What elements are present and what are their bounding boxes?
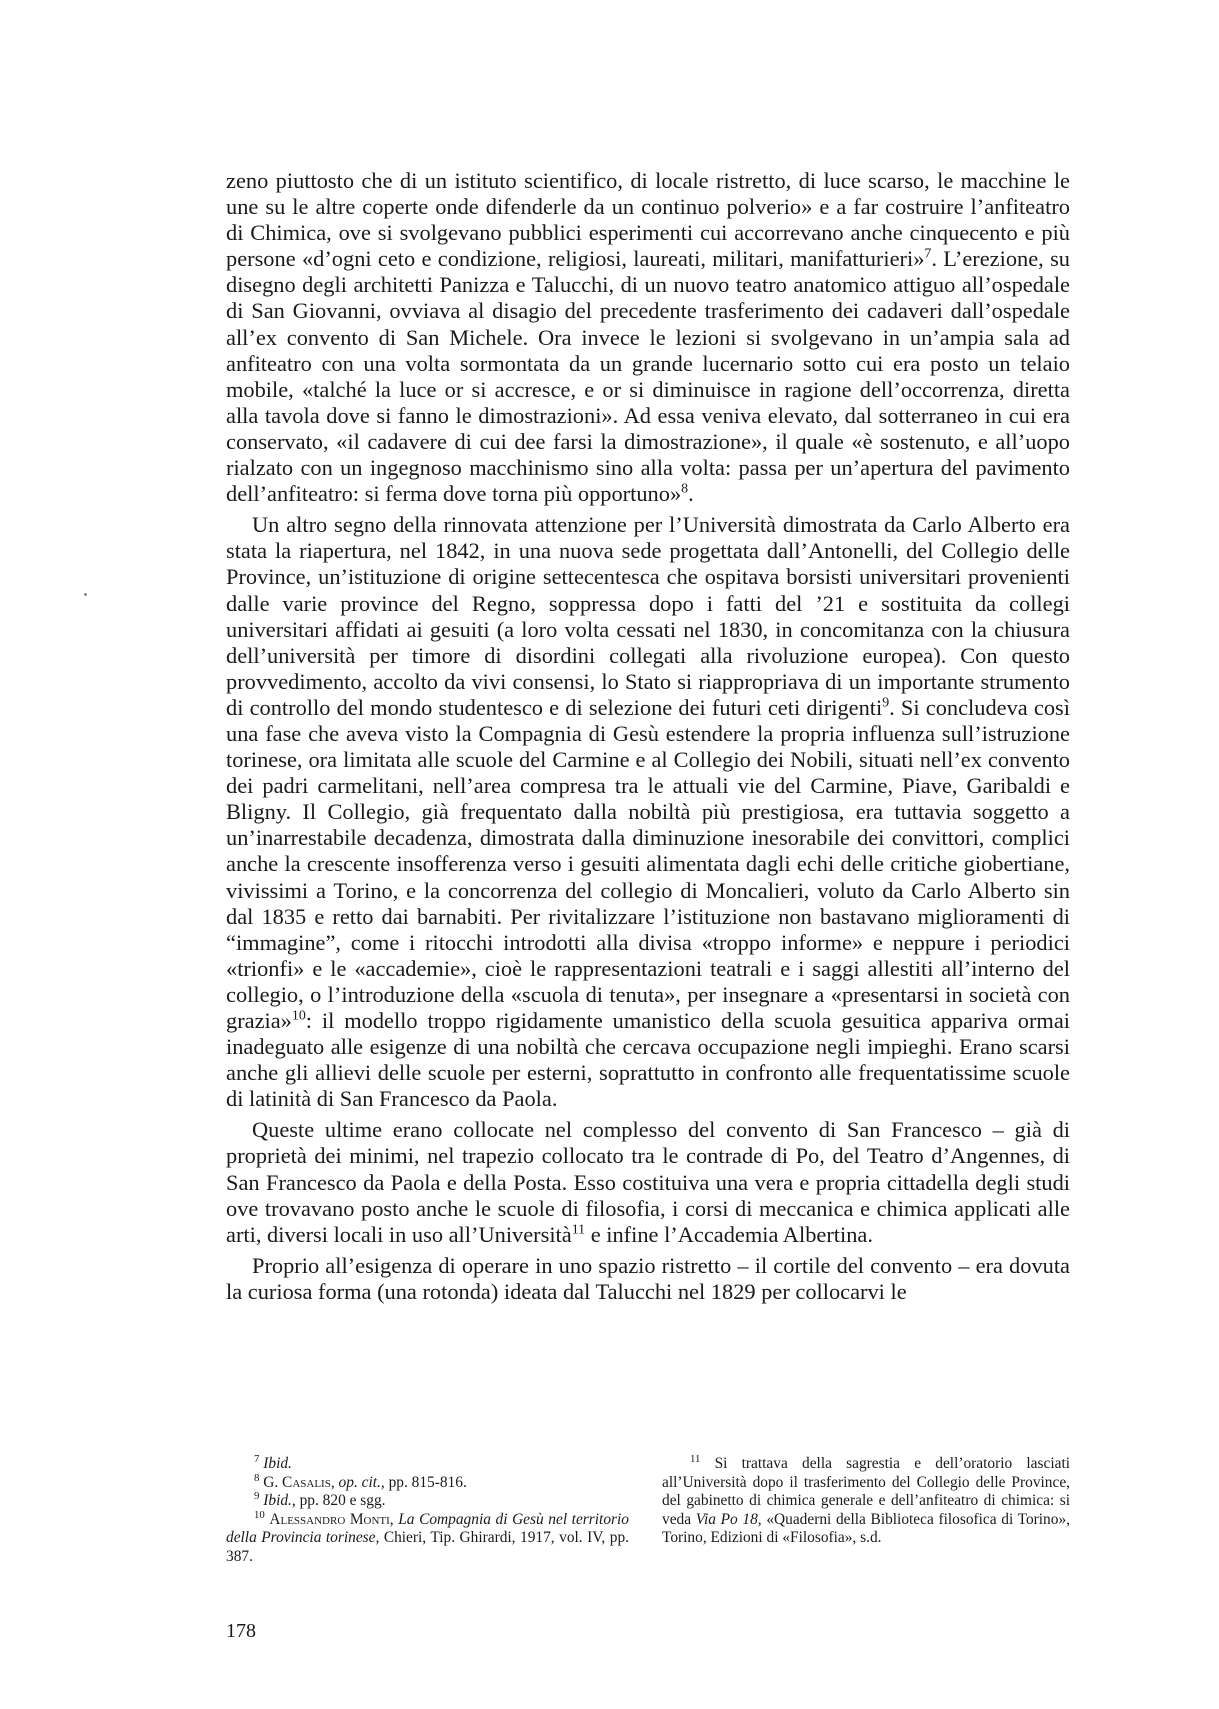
footnote-8: $^8$ G. Casalis, op. cit., pp. 815-816. [254, 1471, 467, 1491]
footnotes [226, 1452, 1070, 1567]
footnote-10: $^{10}$ Alessandro Monti, La Compagnia di Gesù nel territorio della Provincia torinese, Chieri, Tip. Ghirardi, 1917, vol. IV, pp. 387. [226, 1508, 629, 1565]
footnotes-left-column [226, 1452, 629, 1567]
paragraph-3: Queste ultime erano collocate nel complesso del convento di San Francesco – già di proprietà dei minimi, nel trapezio collocato tra le contrade di Po, del Teatro d’Angennes, di San Francesco da Paola e della Posta. Esso costituiva una vera e propria cittadella degli studi ove trovavano posto anche le scuole di filosofia, i corsi di meccanica e chimica applicati alle arti, diversi locali in uso all’Università$^{11}$ e infine l’Accademia Albertina. [226, 1117, 1070, 1247]
footnote-11: $^{11}$ Si trattava della sagrestia e dell’oratorio lasciati all’Università dopo il trasferimento del Collegio delle Province, del gabinetto di chimica generale e dell’anfiteatro di chimica: si veda Via Po 18, «Quaderni della Biblioteca filosofica di Torino», Torino, Edizioni di «Filosofia», s.d. [662, 1452, 1070, 1547]
footnote-ref-10: 10 [291, 1008, 306, 1024]
footnotes-right-column [662, 1452, 1070, 1567]
footnote-9: $^9$ Ibid., pp. 820 e sgg. [254, 1490, 386, 1510]
scan-speck [84, 593, 87, 596]
footnote-ref-9: 9 [882, 695, 890, 711]
footnote-ref-7: 7 [924, 246, 932, 262]
page-number: 178 [226, 1620, 256, 1642]
body-text [226, 168, 1070, 1305]
paragraph-2: Un altro segno della rinnovata attenzione per l’Università dimostrata da Carlo Alberto era stata la riapertura, nel 1842, in una nuova sede progettata dall’Antonelli, del Collegio delle Province, un’istituzione di origine settecentesca che ospitava borsisti universitari provenienti dalle varie province del Regno, soppressa dopo i fatti del ’21 e sostituita da collegi universitari affidati ai gesuiti (a loro volta cessati nel 1830, in concomitanza con la chiusura dell’università per timore di disordini collegati alla rivoluzione europea). Con questo provvedimento, accolto da vivi consensi, lo Stato si riappropriava di un importante strumento di controllo del mondo studentesco e di selezione dei futuri ceti dirigenti$^9$. Si concludeva così una fase che aveva visto la Compagnia di Gesù estendere la propria influenza sull’istruzione torinese, ora limitata alle scuole del Carmine e al Collegio dei Nobili, situati nell’ex convento dei padri carmelitani, nell’area compresa tra le attuali vie del Carmine, Piave, Garibaldi e Bligny. Il Collegio, già frequentato dalla nobiltà più prestigiosa, era tuttavia soggetto a un’inarrestabile decadenza, dimostrata dalla diminuzione inesorabile dei convittori, complici anche la crescente insofferenza verso i gesuiti alimentata dagli echi delle critiche giobertiane, vivissimi a Torino, e la concorrenza del collegio di Moncalieri, voluto da Carlo Alberto sin dal 1835 e retto dai barnabiti. Per rivitalizzare l’istituzione non bastavano miglioramenti di “immagine”, come i ritocchi introdotti alla divisa «troppo informe» e neppure i periodici «trionfi» e le «accademie», cioè le rappresentazioni teatrali e i saggi allestiti all’interno del collegio, o l’introduzione della «scuola di tenuta», per insegnare a «presentarsi in società con grazia»$^{10}$: il modello troppo rigidamente umanistico della scuola gesuitica appariva ormai inadeguato alle esigenze di una nobiltà che cercava occupazione negli impieghi. Erano scarsi anche gli allievi delle scuole per esterni, soprattutto in confronto alle frequentatissime scuole di latinità di San Francesco da Paola. [226, 512, 1070, 1112]
paragraph-4: Proprio all’esigenza di operare in uno spazio ristretto – il cortile del convento – era dovuta la curiosa forma (una rotonda) ideata dal Talucchi nel 1829 per collocarvi le [226, 1252, 1070, 1304]
footnote-ref-11: 11 [571, 1222, 586, 1238]
paragraph-1: zeno piuttosto che di un istituto scientifico, di locale ristretto, di luce scarso, le macchine le une su le altre coperte onde difenderle da un continuo polverio» e a far costruire l’anfiteatro di Chimica, ove si svolgevano pubblici esperimenti cui accorrevano anche cinquecento e più persone «d’ogni ceto e condizione, religiosi, laureati, militari, manifatturieri»$^7$. L’erezione, su disegno degli architetti Panizza e Talucchi, di un nuovo teatro anatomico attiguo all’ospedale di San Giovanni, ovviava al disagio del precedente trasferimento dei cadaveri dall’ospedale all’ex convento di San Michele. Ora invece le lezioni si svolgevano in un’ampia sala ad anfiteatro con una volta sormontata da un grande lucernario sotto cui era posto un telaio mobile, «talché la luce or si accresce, e or si diminuisce in ragione dell’occorrenza, diretta alla tavola dove si fanno le dimostrazioni». Ad essa veniva elevato, dal sotterraneo in cui era conservato, «il cadavere di cui dee farsi la dimostrazione», il quale «è sostenuto, e all’uopo rialzato con un ingegnoso macchinismo sino alla volta: passa per un’apertura del pavimento dell’anfiteatro: si ferma dove torna più opportuno»$^8$. [226, 168, 1070, 507]
footnote-7: $^7$ Ibid. [254, 1452, 292, 1472]
footnote-ref-8: 8 [681, 481, 689, 497]
